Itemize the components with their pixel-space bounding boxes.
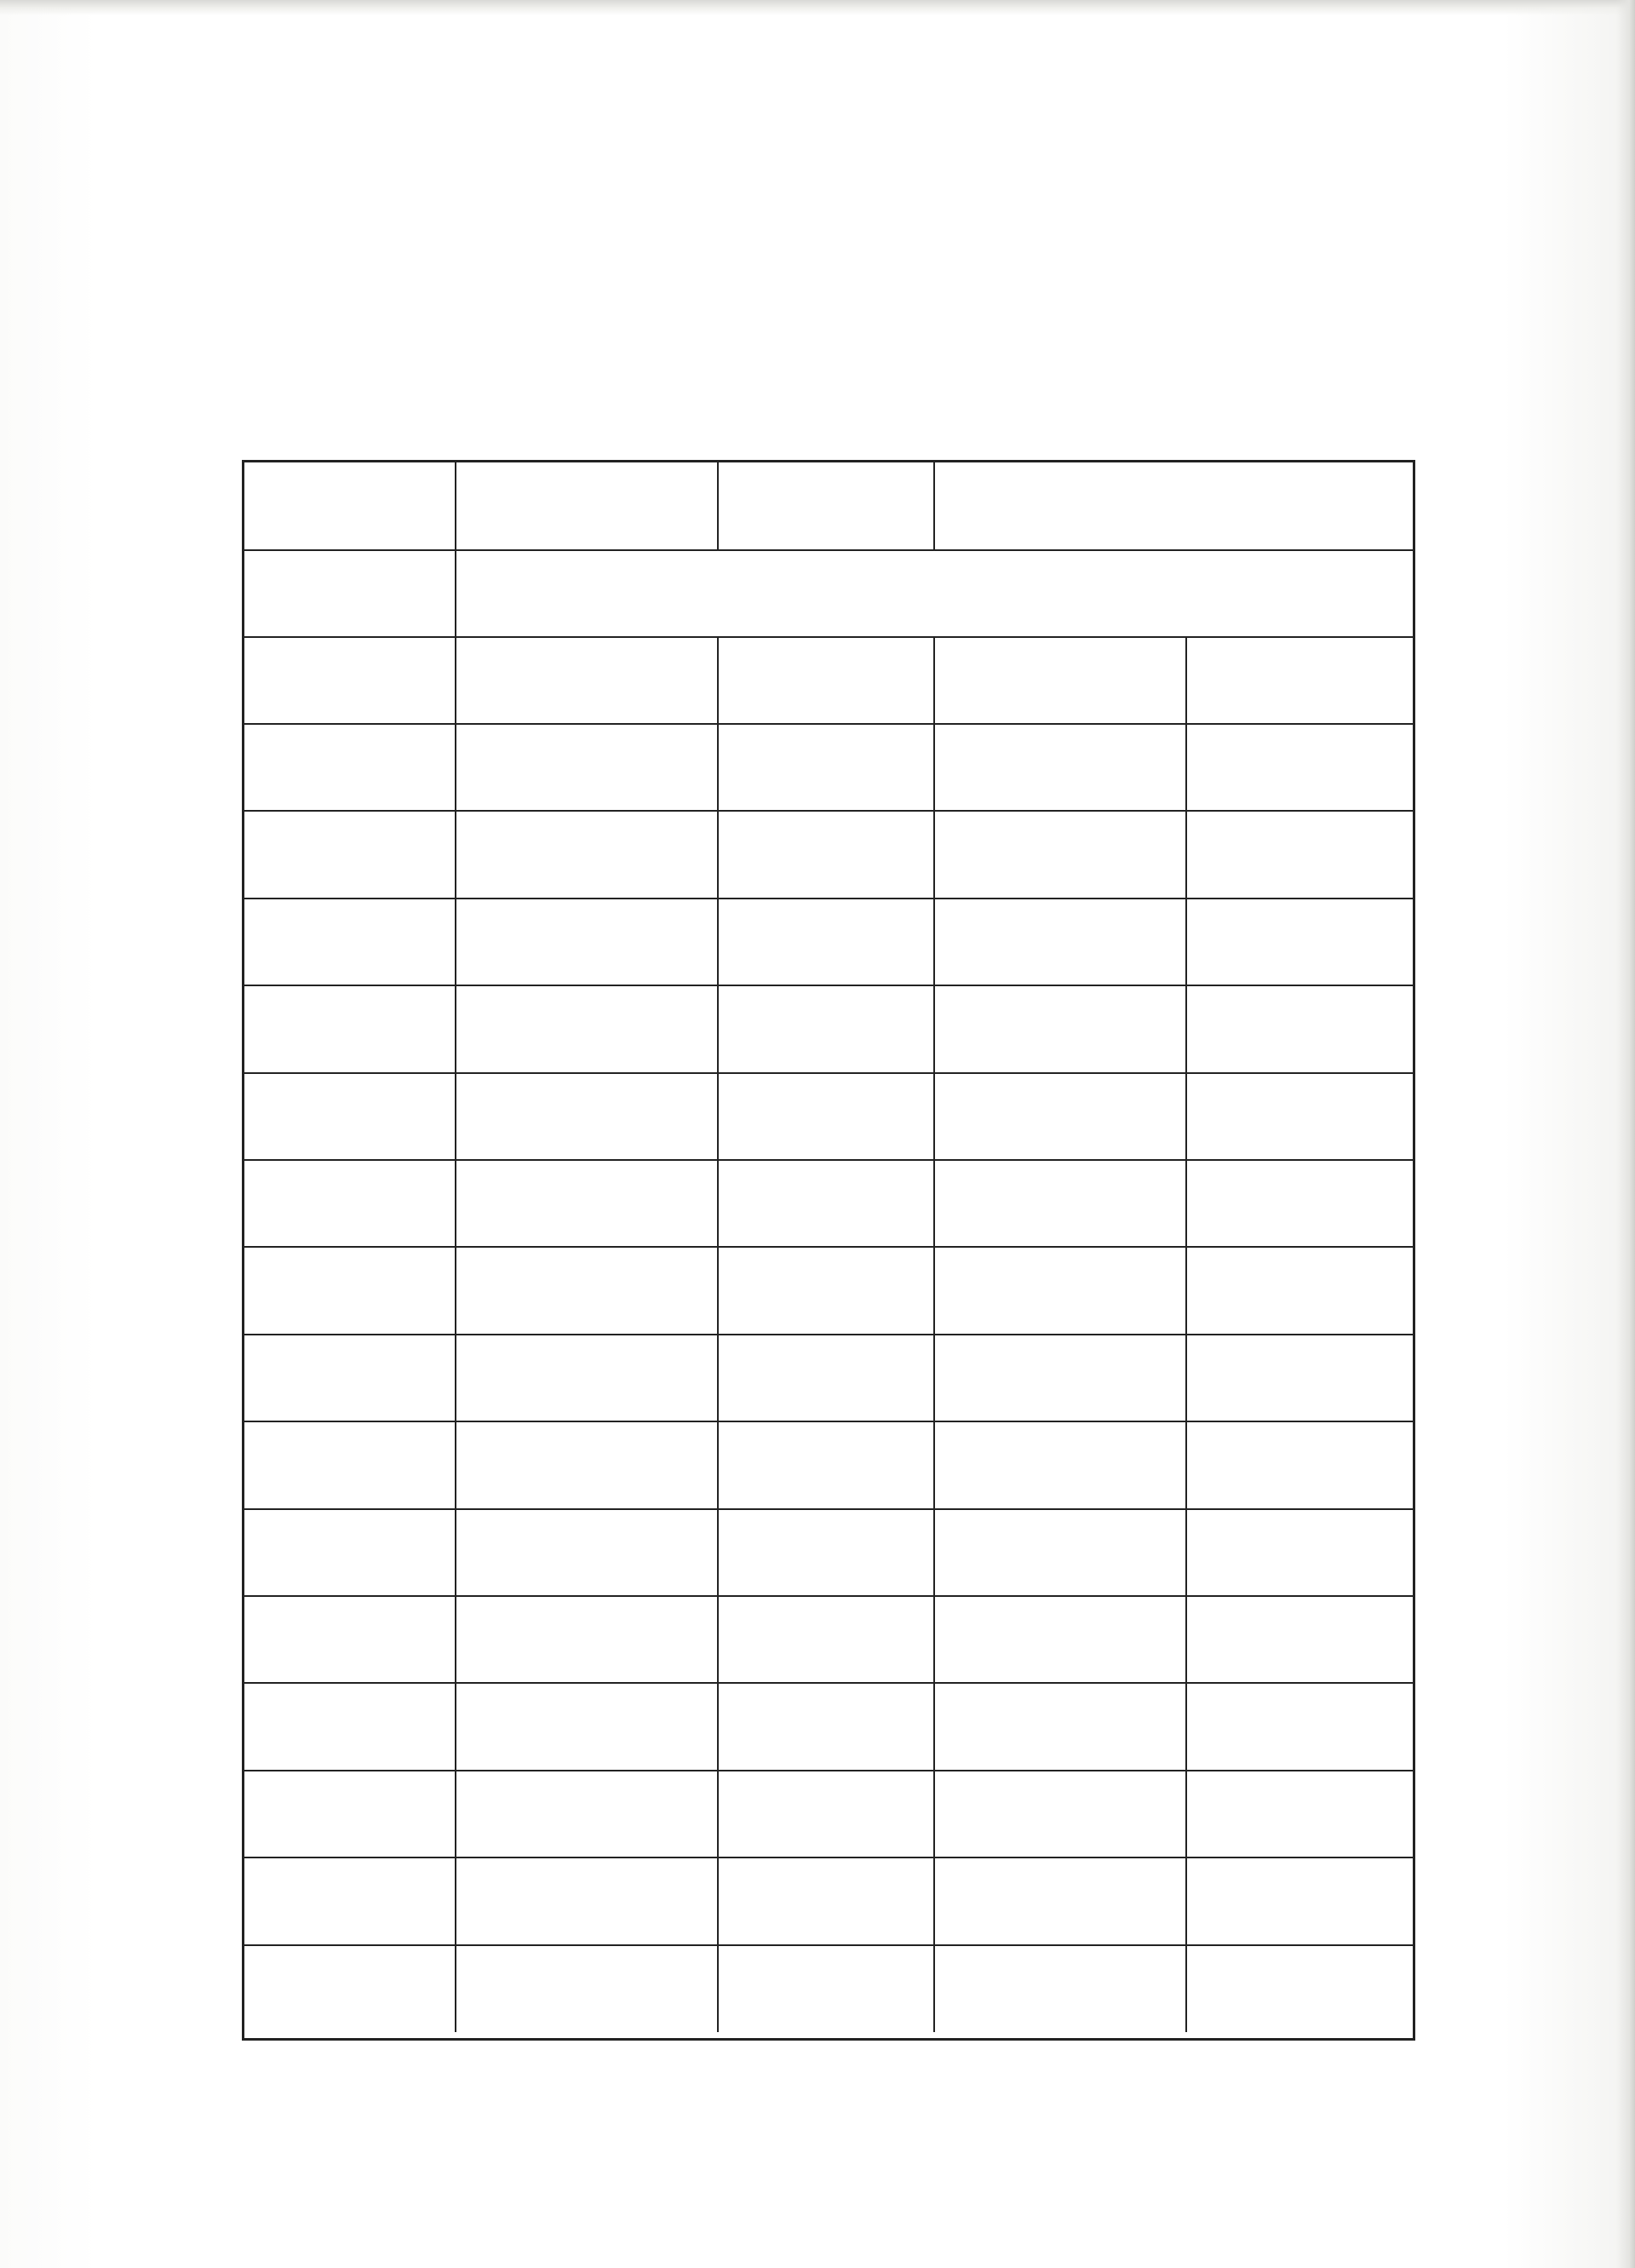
table-row-rule xyxy=(244,1682,1413,1684)
row-number xyxy=(244,724,456,811)
column-header-number xyxy=(244,637,456,724)
activity-place-label xyxy=(718,462,934,550)
table-row-rule xyxy=(244,1246,1413,1248)
table-row-rule xyxy=(244,1770,1413,1771)
table-row-rule xyxy=(244,1508,1413,1510)
paper-right-edge xyxy=(1616,0,1635,2268)
column-header-checkout-time xyxy=(1186,637,1413,724)
table-column-rule xyxy=(455,637,456,2032)
table-row-rule xyxy=(244,1944,1413,1946)
activity-place-value xyxy=(934,462,1413,550)
paper-top-edge xyxy=(0,0,1635,15)
signin-table xyxy=(242,460,1415,2041)
activity-time-value xyxy=(456,462,718,550)
activity-name-value xyxy=(456,550,1413,637)
table-row-rule xyxy=(244,1159,1413,1161)
column-header-checkin-signature xyxy=(456,637,718,724)
table-row-rule xyxy=(244,1595,1413,1597)
table-row-rule xyxy=(244,1857,1413,1858)
activity-time-label xyxy=(244,462,456,550)
table-row-rule xyxy=(244,1421,1413,1422)
table-row-rule xyxy=(244,985,1413,986)
column-header-checkin-time xyxy=(718,637,934,724)
table-row-rule xyxy=(244,898,1413,899)
table-column-rule xyxy=(933,637,935,2032)
activity-name-label xyxy=(244,550,456,637)
table-row-rule xyxy=(244,1334,1413,1335)
table-column-rule xyxy=(717,637,719,2032)
table-column-rule xyxy=(1185,637,1187,2032)
column-header-checkout-signature xyxy=(934,637,1186,724)
table-row-rule xyxy=(244,1072,1413,1074)
